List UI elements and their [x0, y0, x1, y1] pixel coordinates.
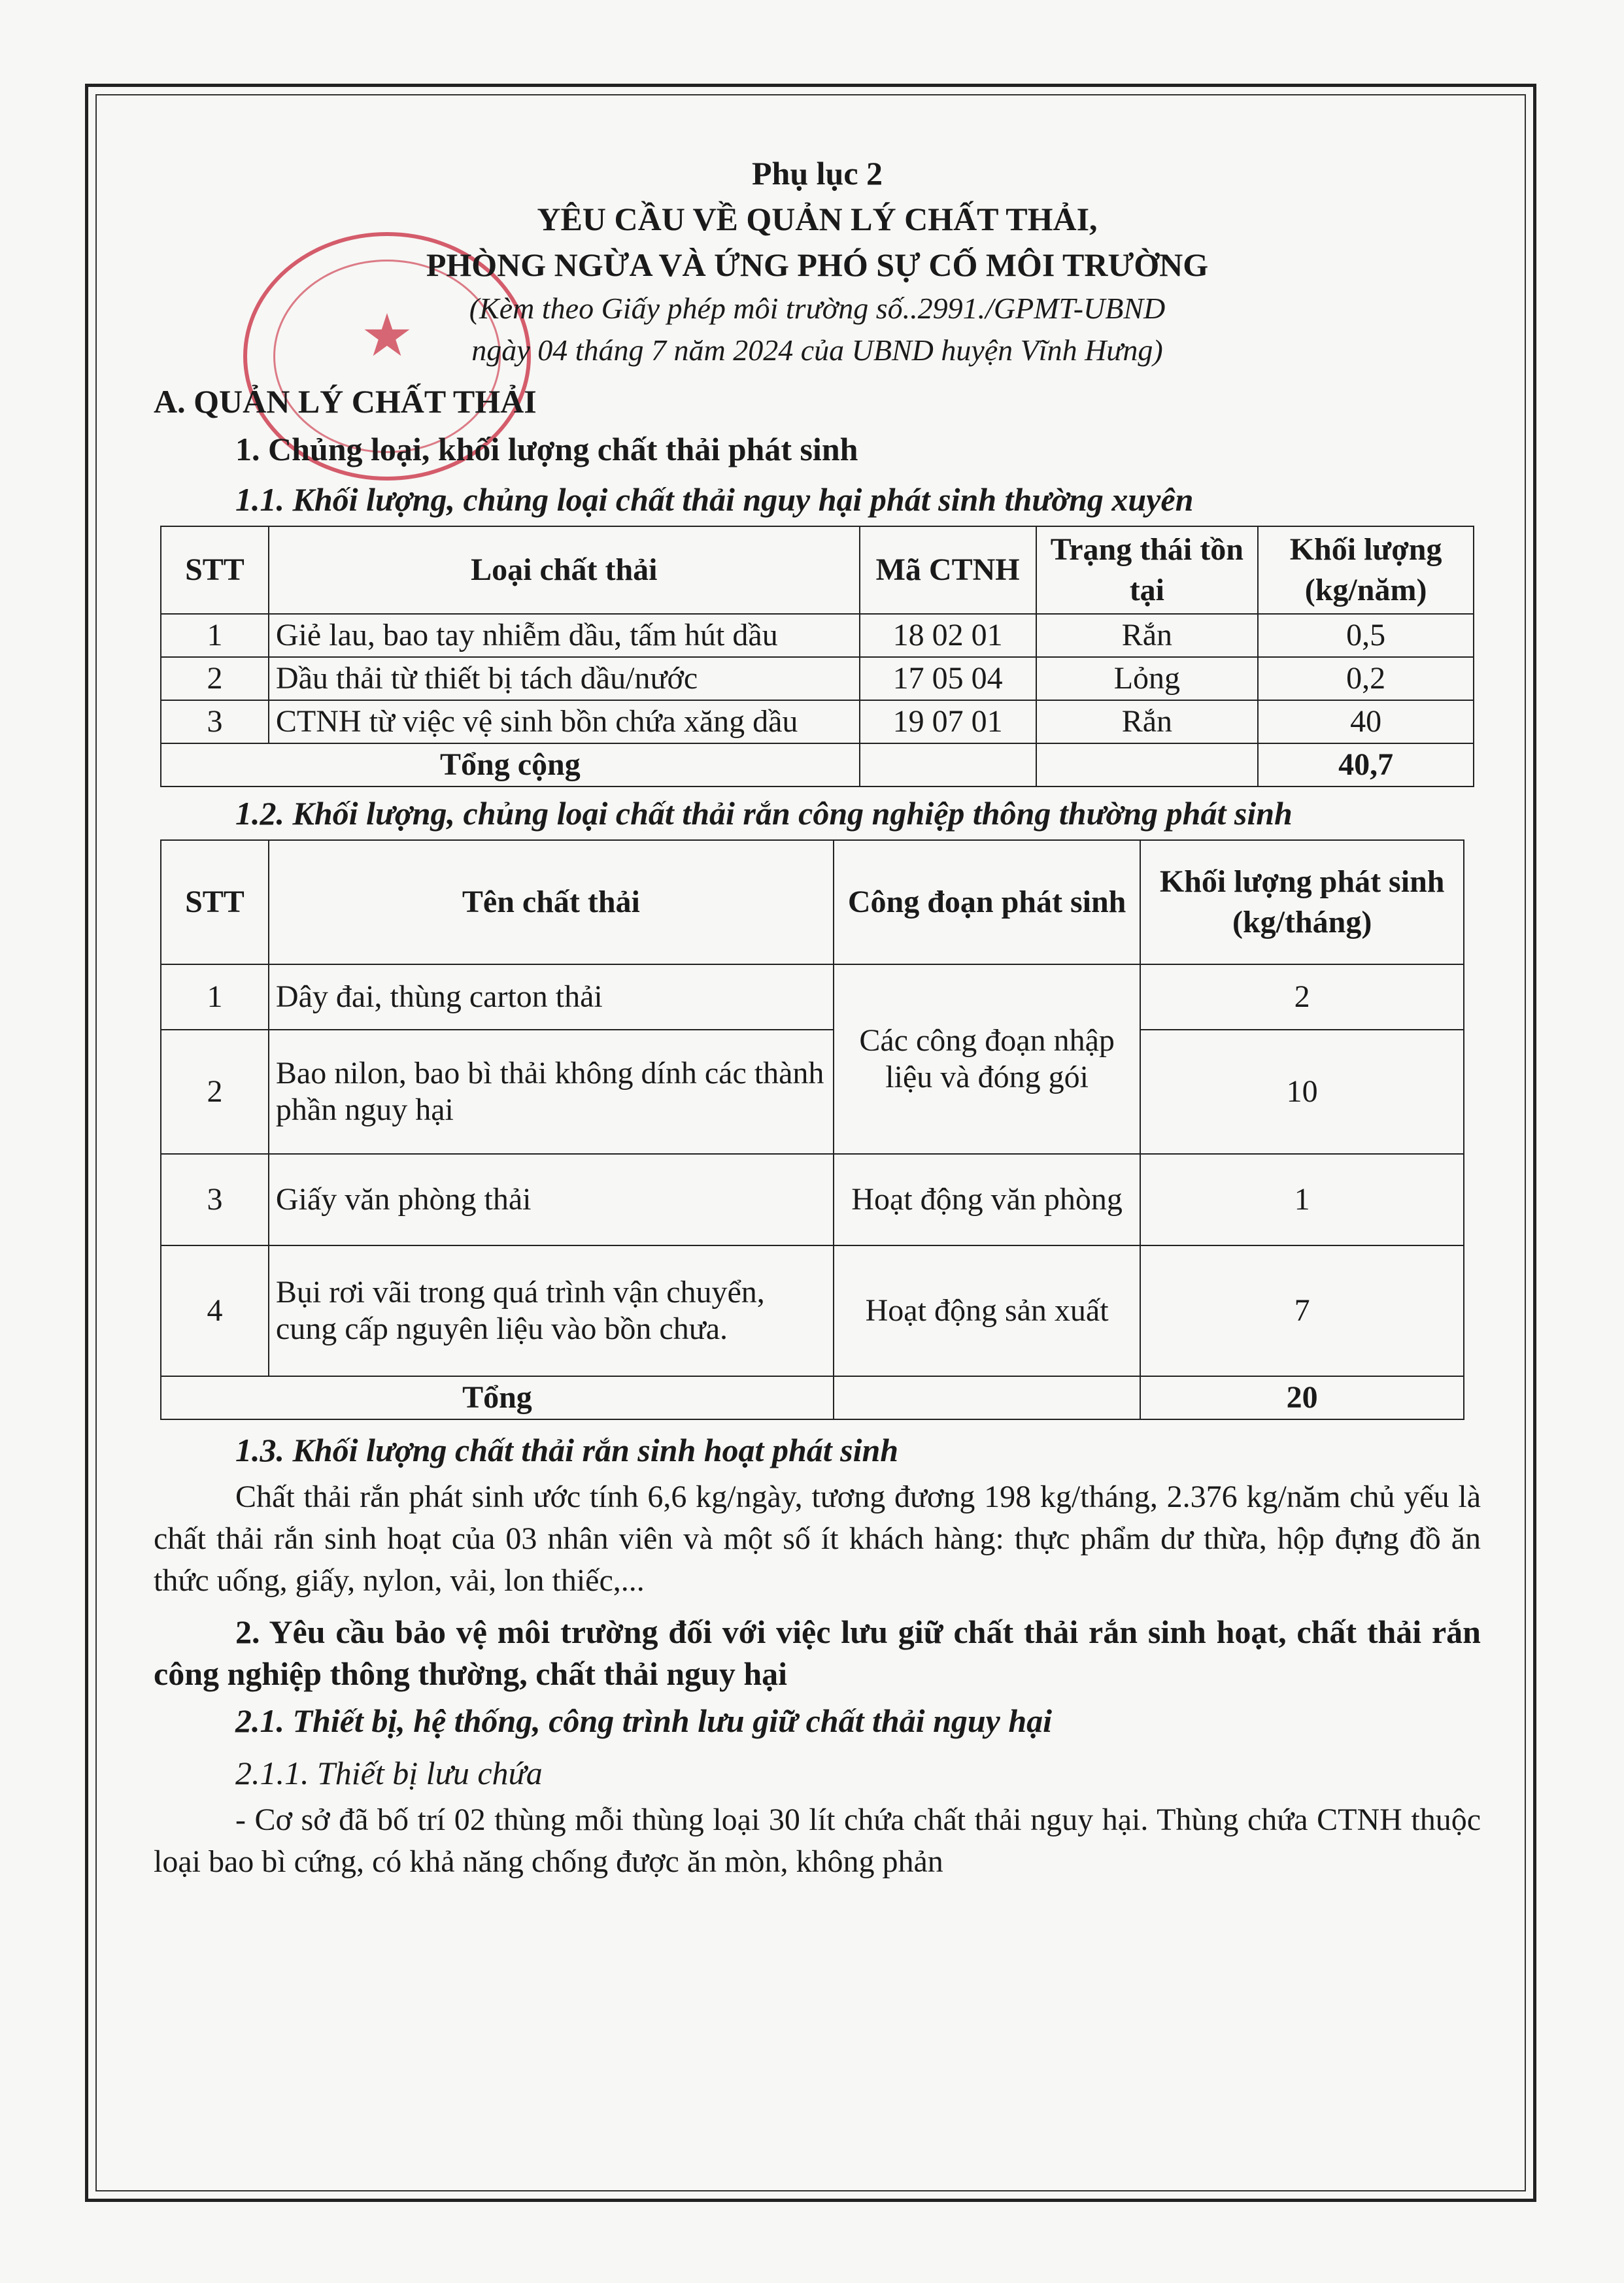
table-cell: Dầu thải từ thiết bị tách dầu/nước	[269, 657, 860, 700]
table-cell: 2	[1140, 964, 1464, 1030]
total-value: 20	[1140, 1376, 1464, 1419]
table-cell: 1	[161, 614, 269, 657]
merged-stage-cell: Các công đoạn nhập liệu và đóng gói	[834, 964, 1141, 1154]
table-cell: 40	[1258, 700, 1474, 743]
table-header-row	[161, 526, 1474, 614]
table-cell: 19 07 01	[860, 700, 1036, 743]
table-header-cell: STT	[161, 840, 269, 964]
total-label: Tổng	[161, 1376, 834, 1419]
table-cell: 3	[161, 700, 269, 743]
table-cell: 2	[161, 657, 269, 700]
section-a-heading: A. QUẢN LÝ CHẤT THẢI	[154, 383, 537, 420]
section-1-heading: 1. Chủng loại, khối lượng chất thải phát sinh	[235, 431, 858, 467]
table-cell-empty	[1036, 743, 1259, 786]
table-total-row	[161, 743, 1474, 786]
table-cell: 10	[1140, 1030, 1464, 1154]
paragraph-1-3: Chất thải rắn phát sinh ước tính 6,6 kg/ngày, tương đương 198 kg/tháng, 2.376 kg/năm chủ yếu là chất thải rắn sinh hoạt của 03 nhân viên và một số ít khách hàng: thực phẩm dư thừa, hộp đựng đồ ăn thức uống, giấy, nylon, vải, lon thiếc,...	[154, 1480, 1481, 1598]
paragraph-2-1-1: - Cơ sở đã bố trí 02 thùng mỗi thùng loại 30 lít chứa chất thải nguy hại. Thùng chứa CTNH thuộc loại bao bì cứng, có khả năng chống được ăn mòn, không phản	[154, 1802, 1481, 1879]
table-row	[161, 614, 1474, 657]
table-row	[161, 1154, 1464, 1245]
section-1-1-heading: 1.1. Khối lượng, chủng loại chất thải nguy hại phát sinh thường xuyên	[235, 481, 1194, 518]
table-header-row	[161, 840, 1464, 964]
table-header-cell: Trạng thái tồn tại	[1036, 526, 1259, 614]
table-cell: Bụi rơi vãi trong quá trình vận chuyển, cung cấp nguyên liệu vào bồn chưa.	[269, 1245, 834, 1376]
document-title-line2: PHÒNG NGỪA VÀ ỨNG PHÓ SỰ CỐ MÔI TRƯỜNG	[426, 246, 1209, 283]
table-cell-empty	[860, 743, 1036, 786]
total-label: Tổng cộng	[161, 743, 860, 786]
table-header-cell: Khối lượng phát sinh (kg/tháng)	[1140, 840, 1464, 964]
table-header-cell: Khối lượng (kg/năm)	[1258, 526, 1474, 614]
appendix-title: Phụ lục 2	[751, 155, 883, 192]
total-value: 40,7	[1258, 743, 1474, 786]
document-content	[154, 150, 1481, 1883]
permit-note-line2: ngày 04 tháng 7 năm 2024 của UBND huyện Vĩnh Hưng)	[471, 333, 1163, 367]
table-cell: 7	[1140, 1245, 1464, 1376]
table-cell: 1	[161, 964, 269, 1030]
table-row	[161, 1030, 1464, 1154]
table-cell: 3	[161, 1154, 269, 1245]
table-cell: Giấy văn phòng thải	[269, 1154, 834, 1245]
table-cell: 4	[161, 1245, 269, 1376]
table-cell: Rắn	[1036, 614, 1259, 657]
document-title-line1: YÊU CẦU VỀ QUẢN LÝ CHẤT THẢI,	[537, 201, 1098, 237]
table-cell: 18 02 01	[860, 614, 1036, 657]
section-2-1-1-heading: 2.1.1. Thiết bị lưu chứa	[235, 1755, 543, 1791]
table-cell: Hoạt động sản xuất	[834, 1245, 1141, 1376]
section-1-2-heading: 1.2. Khối lượng, chủng loại chất thải rắn công nghiệp thông thường phát sinh	[235, 795, 1293, 832]
section-2-1-heading: 2.1. Thiết bị, hệ thống, công trình lưu giữ chất thải nguy hại	[235, 1702, 1053, 1739]
table-header-cell: Mã CTNH	[860, 526, 1036, 614]
table-row	[161, 1245, 1464, 1376]
table-cell: CTNH từ việc vệ sinh bồn chứa xăng dầu	[269, 700, 860, 743]
table-cell: Lỏng	[1036, 657, 1259, 700]
table-total-row	[161, 1376, 1464, 1419]
table-cell: Hoạt động văn phòng	[834, 1154, 1141, 1245]
permit-note-line1: (Kèm theo Giấy phép môi trường số..2991./GPMT-UBND	[469, 292, 1166, 325]
table-cell: Rắn	[1036, 700, 1259, 743]
table-header-cell: Tên chất thải	[269, 840, 834, 964]
section-1-3-heading: 1.3. Khối lượng chất thải rắn sinh hoạt phát sinh	[235, 1432, 899, 1468]
table-header-cell: STT	[161, 526, 269, 614]
table-row	[161, 657, 1474, 700]
section-2-heading: 2. Yêu cầu bảo vệ môi trường đối với việc lưu giữ chất thải rắn sinh hoạt, chất thải rắn công nghiệp thông thường, chất thải nguy hại	[154, 1614, 1481, 1692]
table-cell: 1	[1140, 1154, 1464, 1245]
table-row	[161, 700, 1474, 743]
table-header-cell: Công đoạn phát sinh	[834, 840, 1141, 964]
table-header-cell: Loại chất thải	[269, 526, 860, 614]
table-cell: Bao nilon, bao bì thải không dính các thành phần nguy hại	[269, 1030, 834, 1154]
table-cell-empty	[834, 1376, 1141, 1419]
table-cell: 17 05 04	[860, 657, 1036, 700]
seal-star-icon: ★	[360, 304, 414, 369]
table-cell: Dây đai, thùng carton thải	[269, 964, 834, 1030]
hazardous-waste-table	[160, 526, 1474, 787]
industrial-waste-table	[160, 839, 1464, 1420]
table-row	[161, 964, 1464, 1030]
table-cell: Giẻ lau, bao tay nhiễm dầu, tấm hút dầu	[269, 614, 860, 657]
table-cell: 0,5	[1258, 614, 1474, 657]
table-cell: 2	[161, 1030, 269, 1154]
table-cell: 0,2	[1258, 657, 1474, 700]
